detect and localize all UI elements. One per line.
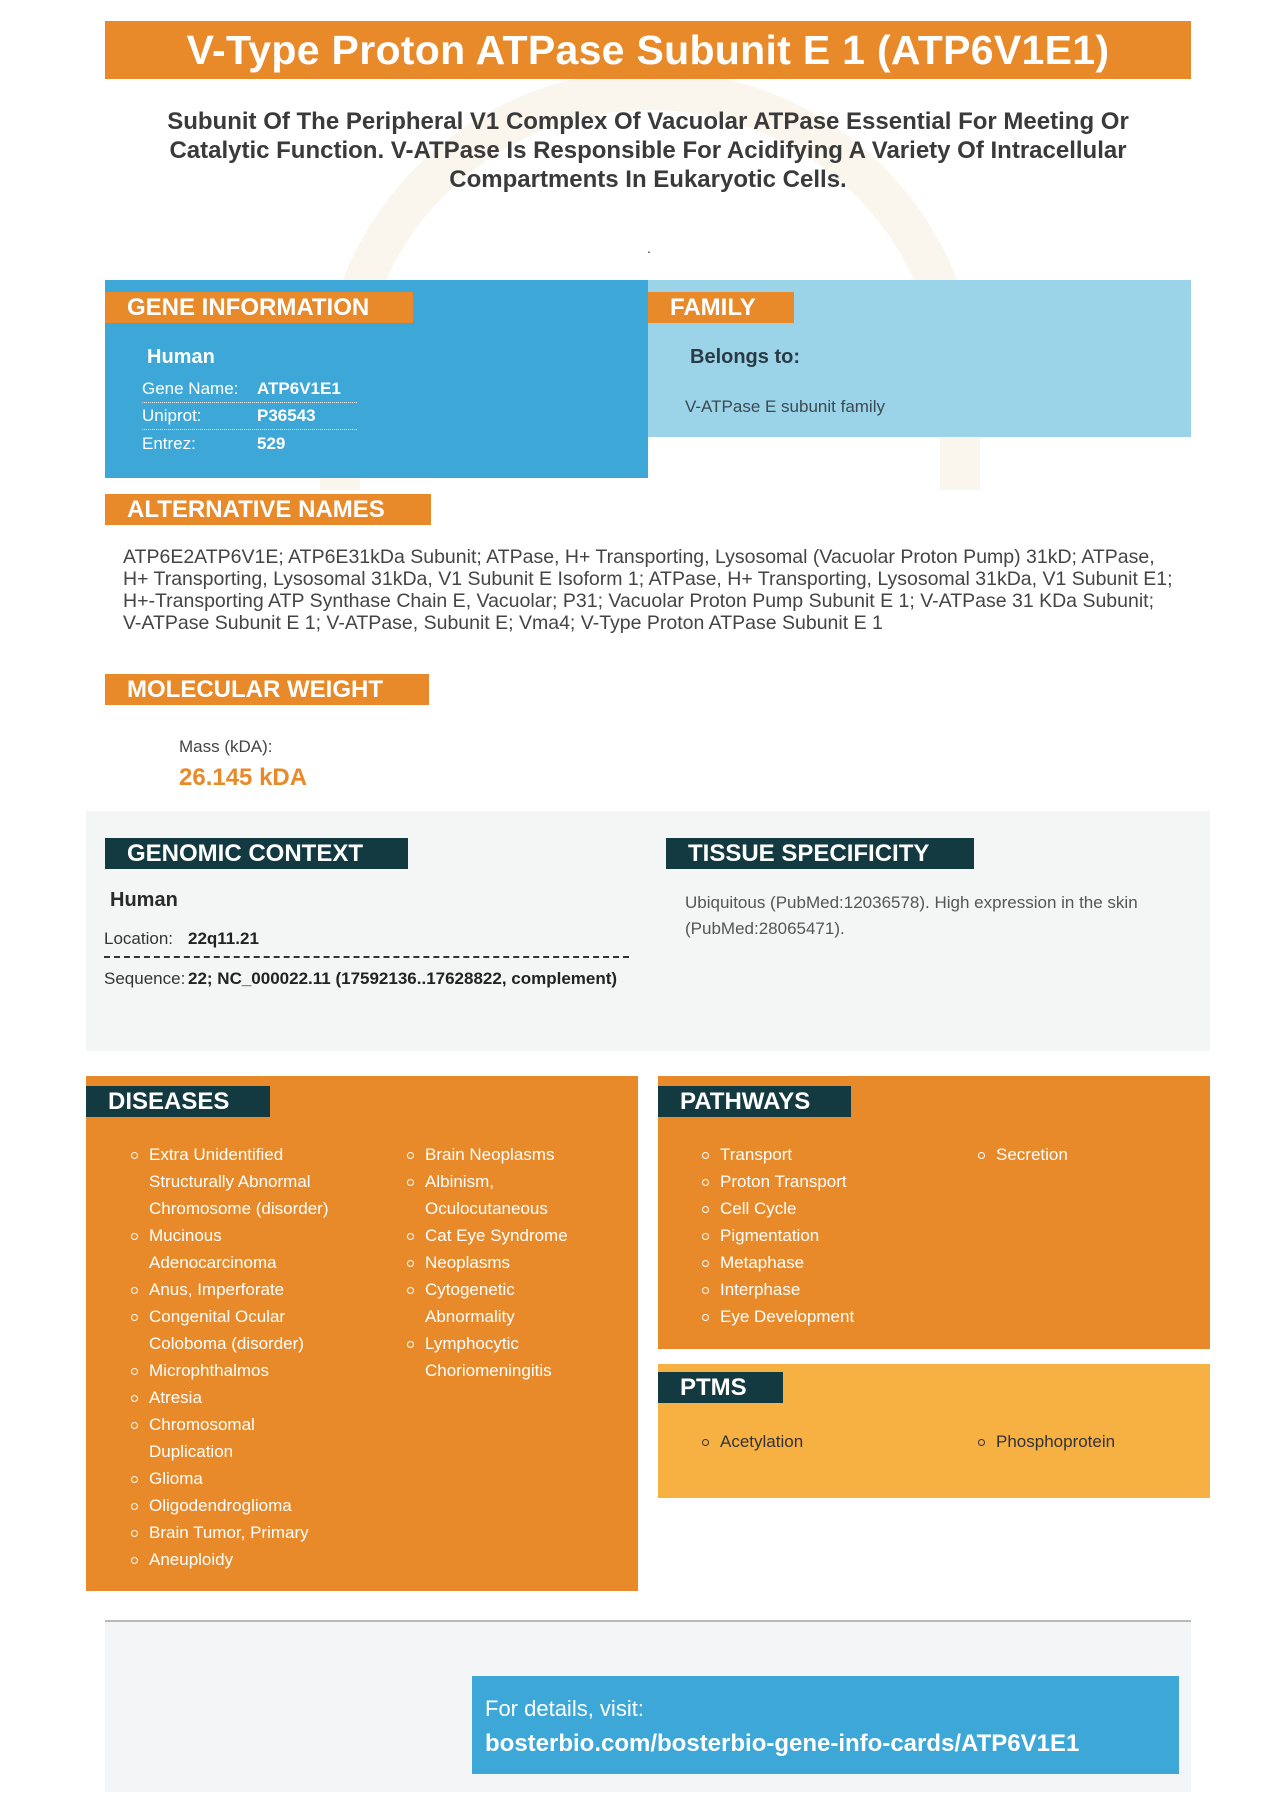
location-row bbox=[104, 929, 629, 958]
entrez-value: 529 bbox=[257, 433, 286, 453]
ptms-list-col2 bbox=[978, 1428, 1115, 1455]
mass-value: 26.145 kDA bbox=[179, 764, 308, 791]
list-item: Microphthalmos bbox=[131, 1357, 331, 1384]
diseases-list-col1 bbox=[131, 1141, 331, 1573]
list-item: Interphase bbox=[702, 1276, 854, 1303]
location-value: 22q11.21 bbox=[188, 929, 259, 948]
list-item: Proton Transport bbox=[702, 1168, 854, 1195]
sequence-key: Sequence: bbox=[104, 969, 186, 988]
pathways-list-col1 bbox=[702, 1141, 854, 1330]
gene-name-row bbox=[142, 376, 357, 403]
gene-name-value: ATP6V1E1 bbox=[257, 379, 341, 398]
list-item: Mucinous Adenocarcinoma bbox=[131, 1222, 331, 1276]
list-item: Atresia bbox=[131, 1384, 331, 1411]
list-item: Extra Unidentified Structurally Abnormal Chromosome (disorder) bbox=[131, 1141, 331, 1222]
list-item: Lymphocytic Choriomeningitis bbox=[407, 1330, 607, 1384]
molecular-weight-label: MOLECULAR WEIGHT bbox=[105, 674, 429, 705]
pathways-label: PATHWAYS bbox=[658, 1086, 851, 1117]
list-item: Brain Tumor, Primary bbox=[131, 1519, 331, 1546]
details-link[interactable]: bosterbio.com/bosterbio-gene-info-cards/ATP6V1E1 bbox=[485, 1730, 1080, 1757]
list-item: Brain Neoplasms bbox=[407, 1141, 607, 1168]
list-item: Neoplasms bbox=[407, 1249, 607, 1276]
list-item: Cat Eye Syndrome bbox=[407, 1222, 607, 1249]
diseases-list-col2 bbox=[407, 1141, 607, 1384]
details-link-box[interactable] bbox=[472, 1676, 1179, 1774]
list-item: Oligodendroglioma bbox=[131, 1492, 331, 1519]
entrez-key: Entrez: bbox=[142, 433, 196, 453]
list-item: Metaphase bbox=[702, 1249, 854, 1276]
page-title: V-Type Proton ATPase Subunit E 1 (ATP6V1E1) bbox=[105, 21, 1191, 79]
list-item: Cell Cycle bbox=[702, 1195, 854, 1222]
tissue-specificity-label: TISSUE SPECIFICITY bbox=[666, 838, 974, 869]
family-heading: Belongs to: bbox=[690, 346, 800, 368]
list-item: Transport bbox=[702, 1141, 854, 1168]
separator-dot: . bbox=[647, 240, 651, 256]
genomic-species: Human bbox=[110, 889, 178, 911]
ptms-label: PTMS bbox=[658, 1372, 783, 1403]
list-item: Pigmentation bbox=[702, 1222, 854, 1249]
list-item: Chromosomal Duplication bbox=[131, 1411, 331, 1465]
family-value: V-ATPase E subunit family bbox=[685, 397, 885, 416]
mass-label: Mass (kDA): bbox=[179, 737, 273, 756]
list-item: Eye Development bbox=[702, 1303, 854, 1330]
ptms-list-col1 bbox=[702, 1428, 803, 1455]
pathways-list-col2 bbox=[978, 1141, 1068, 1168]
list-item: Aneuploidy bbox=[131, 1546, 331, 1573]
tissue-specificity-text: Ubiquitous (PubMed:12036578). High expression in the skin (PubMed:28065471). bbox=[685, 893, 1138, 938]
gene-name-key: Gene Name: bbox=[142, 379, 239, 398]
list-item: Cytogenetic Abnormality bbox=[407, 1276, 607, 1330]
location-key: Location: bbox=[104, 929, 173, 948]
alternative-names-text: ATP6E2ATP6V1E; ATP6E31kDa Subunit; ATPase, H+ Transporting, Lysosomal (Vacuolar Proton Pump) 31kD; ATPase, H+ Transporting, Lysosomal 31kDa, V1 Subunit E Isoform 1; ATPase, H+ Transporting, Lysosomal 31kDa, V1 Subunit E1; H+-Transporting ATP Synthase Chain E, Vacuolar; P31; Vacuolar Proton Pump Subunit E 1; V-ATPase 31 KDa Subunit; V-ATPase Subunit E 1; V-ATPase, Subunit E; Vma4; V-Type Proton ATPase Subunit E 1 bbox=[123, 546, 1173, 634]
family-label: FAMILY bbox=[648, 292, 794, 323]
diseases-label: DISEASES bbox=[86, 1086, 270, 1117]
list-item: Phosphoprotein bbox=[978, 1428, 1115, 1455]
list-item: Secretion bbox=[978, 1141, 1068, 1168]
gene-information-label: GENE INFORMATION bbox=[105, 292, 413, 323]
genomic-context-label: GENOMIC CONTEXT bbox=[105, 838, 408, 869]
sequence-row bbox=[104, 962, 624, 995]
list-item: Acetylation bbox=[702, 1428, 803, 1455]
sequence-value: 22; NC_000022.11 (17592136..17628822, complement) bbox=[188, 969, 618, 988]
page-subtitle: Subunit Of The Peripheral V1 Complex Of Vacuolar ATPase Essential For Meeting Or Catalytic Function. V-ATPase Is Responsible For Acidifying A Variety Of Intracellular Compartments In Eukaryotic Cells. bbox=[167, 108, 1129, 193]
list-item: Glioma bbox=[131, 1465, 331, 1492]
details-prompt: For details, visit: bbox=[485, 1696, 644, 1721]
list-item: Congenital Ocular Coloboma (disorder) bbox=[131, 1303, 331, 1357]
entrez-row bbox=[142, 430, 357, 457]
uniprot-row bbox=[142, 403, 357, 430]
list-item: Anus, Imperforate bbox=[131, 1276, 331, 1303]
list-item: Albinism, Oculocutaneous bbox=[407, 1168, 607, 1222]
uniprot-key: Uniprot: bbox=[142, 406, 202, 425]
uniprot-value: P36543 bbox=[257, 406, 316, 425]
gene-species: Human bbox=[147, 346, 215, 368]
alternative-names-label: ALTERNATIVE NAMES bbox=[105, 494, 431, 525]
